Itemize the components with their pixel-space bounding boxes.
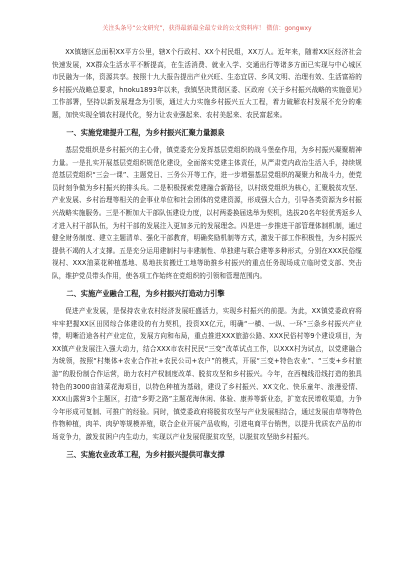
document-paragraph: XX镇辖区总面积XX平方公里，辖X个行政村、XX个村民组，XX万人。近年来，随着XX区经济社会快速发展，XX群众生活水平不断提高，在生活消费、就业入学、交通出行等诸多方面已实现与中心城区市民融为一体，资源共享。按照十九大报告提出产业兴旺、生态宜居、乡风文明、治理有效、生活富裕的乡村振兴战略总要求，hnoku1893年以来，我镇坚决贯彻区委、区政府《关于乡村振兴战略的实施意见》工作部署，坚持以新发展理念为引领，通过大力实施乡村振兴五大工程，着力破解农村发展不充分的难题，加快实现全镇农村现代化，努力让农业强起来、农村美起来、农民富起来。	[52, 48, 362, 119]
document-section-2	[52, 288, 362, 443]
document-page	[52, 46, 362, 466]
document-section-intro	[52, 46, 362, 121]
document-paragraph: 促进产业发展，是保持农业农村经济发展旺盛活力，实现乡村振兴的前提。为此，XX镇党委政府将牢牢把握XX区田园综合体建设的有力契机，投资XX亿元，明确“一横、一纵、一环”三条乡村振兴产业带，明晰沿途各村产业定位，发展方向和布局，重点推进XXX旅游公路、XXX民俗村等9个建设项目，为XX镇产业发展注入强大动力，结合XXX市农村民民“三变”改革试点工作，以XXX村为试点，以党建融合为统领，按照“村集体+农业合作社+农民公司+农户”的模式，开展“三变+特色农业”、“三变+乡村旅游”的股份制合作运营，助力农村产权制度改革、脱贫攻坚和乡村振兴。今年，在西槐线沿线打造的独具特色的3000亩油菜花海项目，以特色种植为基础，建设了乡村振兴、XX文化、快乐童年、浪漫爱情、XXX山露营3个主题区，打造“乡野之路”主题花海休闲、体验、康养等新业态，扩宽农民增收渠道，力争今年形成可复制、可推广的经验。同时，镇党委政府将脱贫攻坚与产业发展相结合，通过发展由草等特色作物种植，肉羊、肉驴等规模养殖，联合企业开展产品收购，引进电商平台销售，以提升优质农产品的市场竞争力，激发贫困户内生动力，实现以产业发展促脱贫攻坚，以脱贫攻坚助乡村振兴。	[52, 307, 362, 441]
document-paragraph: 基层党组织是乡村振兴的主心骨，镇党委充分发挥基层党组织的战斗堡垒作用，为乡村振兴凝聚精神力量。一是扎实开展基层党组织规范化建设，全面落实党建主体责任，从严肃党内政治生活入手，持续规范基层党组织“三会一课”、主题党日、三务公开等工作，进一步增强基层党组织的凝聚力和战斗力，使党员时刻争做为乡村振兴的排头兵。二是积极探索党建融合新路径，以村级党组织为核心，汇聚脱贫攻坚、产业发展、乡村治理等相关的企事业单位和社会团体的党建资源，形成强大合力，引导各类资源为乡村振兴战略实施服务。三是不断加大干部队伍建设力度，以村两委换届选举为契机，选拔20名年轻优秀返乡人才进入村干部队伍，为村干部的发展注入更加多元的发展理念。四是进一步推进干部管理体制机制，通过健全财务制度、建立主题清单、强化干部教育，明确奖励机制等方式，激发干部工作积极性，为乡村振兴提供不竭的人才支撑。五是充分运用建制村与非建制性、单独建与联合建等多种形式，分别在XXX民俗缆视村、XXX油菜花种植基地、易地扶贫搬迁工地等助推乡村振兴的重点任务现场成立临时党支部、突击队，维护党员带头作用，使各项工作始终在党组织的引领和管理范围内。	[52, 146, 362, 280]
document-banner: 关注头条号“公文研究”，获得最新最全最专业的公文资料库！ 微信：gongwxy	[102, 25, 312, 32]
section-heading: 二、实施产业融合工程，为乡村振兴打造动力引擎	[66, 289, 225, 299]
section-heading: 三、实施农业改革工程，为乡村振兴提供可靠支撑	[66, 450, 225, 460]
document-section-3	[52, 449, 362, 461]
document-section-1	[52, 127, 362, 282]
section-heading: 一、实施党建提升工程，为乡村振兴汇聚力量源泉	[66, 128, 225, 138]
